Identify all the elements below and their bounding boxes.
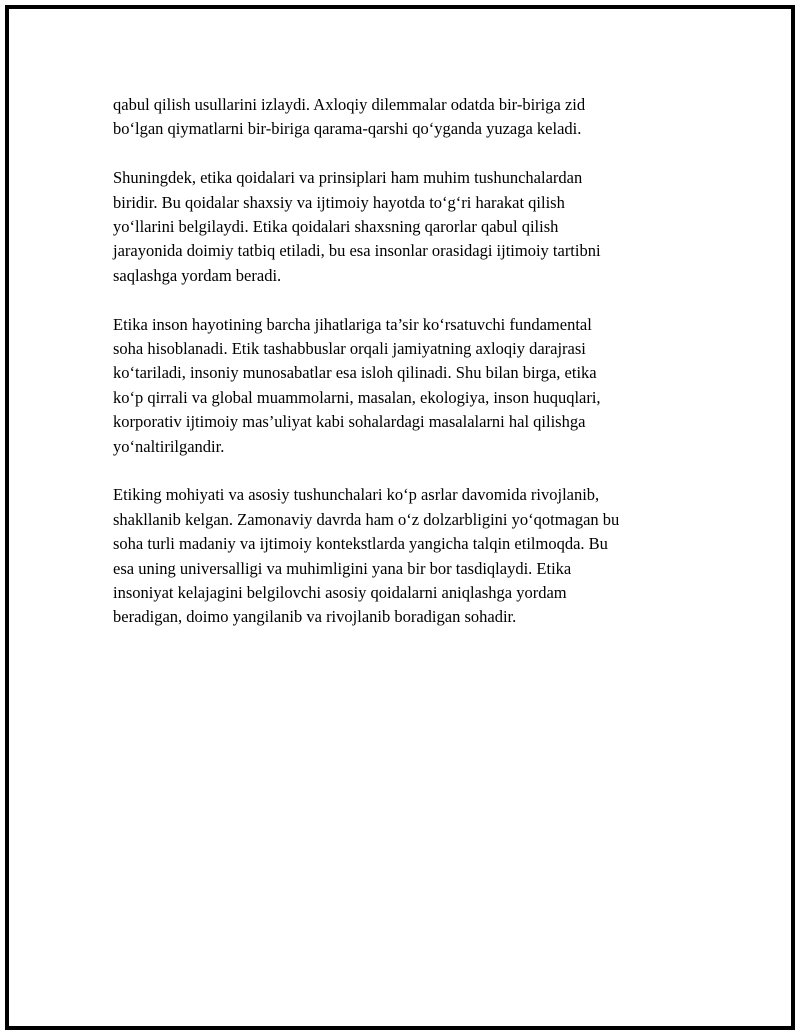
text-line: saqlashga yordam beradi. bbox=[113, 265, 282, 285]
text-line: ko‘tariladi, insoniy munosabatlar esa isloh qilinadi. Shu bilan birga, etika bbox=[113, 363, 597, 383]
text-line: beradigan, doimo yangilanib va rivojlanib boradigan sohadir. bbox=[113, 607, 517, 627]
text-line: qabul qilish usullarini izlaydi. Axloqiy dilemmalar odatda bir-biriga zid bbox=[113, 95, 586, 114]
text-line: yo‘naltirilgandir. bbox=[113, 436, 225, 456]
paragraph-1 bbox=[113, 93, 693, 142]
text-line: soha hisoblanadi. Etik tashabbuslar orqali jamiyatning axloqiy darajrasi bbox=[113, 339, 586, 359]
text-line: yo‘llarini belgilaydi. Etika qoidalari shaxsning qarorlar qabul qilish bbox=[113, 217, 559, 237]
paragraph-2 bbox=[113, 166, 693, 288]
text-line: soha turli madaniy va ijtimoiy kontekstlarda yangicha talqin etilmoqda. Bu bbox=[113, 534, 608, 554]
paragraph-3 bbox=[113, 313, 693, 459]
text-line: biridir. Bu qoidalar shaxsiy va ijtimoiy hayotda to‘g‘ri harakat qilish bbox=[113, 192, 565, 212]
text-line: jarayonida doimiy tatbiq etiladi, bu esa insonlar orasidagi ijtimoiy tartibni bbox=[113, 241, 601, 261]
text-line: Shuningdek, etika qoidalari va prinsiplari ham muhim tushunchalardan bbox=[113, 168, 583, 188]
document-body bbox=[113, 93, 693, 654]
text-line: shakllanib kelgan. Zamonaviy davrda ham o‘z dolzarbligini yo‘qotmagan bu bbox=[113, 509, 620, 529]
text-line: Etiking mohiyati va asosiy tushunchalari ko‘p asrlar davomida rivojlanib, bbox=[113, 485, 600, 505]
text-line: Etika inson hayotining barcha jihatlariga ta’sir ko‘rsatuvchi fundamental bbox=[113, 314, 592, 334]
text-line: esa uning universalligi va muhimligini yana bir bor tasdiqlaydi. Etika bbox=[113, 558, 572, 578]
text-line: insoniyat kelajagini belgilovchi asosiy qoidalarni aniqlashga yordam bbox=[113, 583, 567, 603]
paragraph-4 bbox=[113, 483, 693, 629]
text-line: ko‘p qirrali va global muammolarni, masalan, ekologiya, inson huquqlari, bbox=[113, 387, 601, 407]
text-line: korporativ ijtimoiy mas’uliyat kabi sohalardagi masalalarni hal qilishga bbox=[113, 412, 586, 432]
text-line: bo‘lgan qiymatlarni bir-biriga qarama-qarshi qo‘yganda yuzaga keladi. bbox=[113, 119, 582, 139]
